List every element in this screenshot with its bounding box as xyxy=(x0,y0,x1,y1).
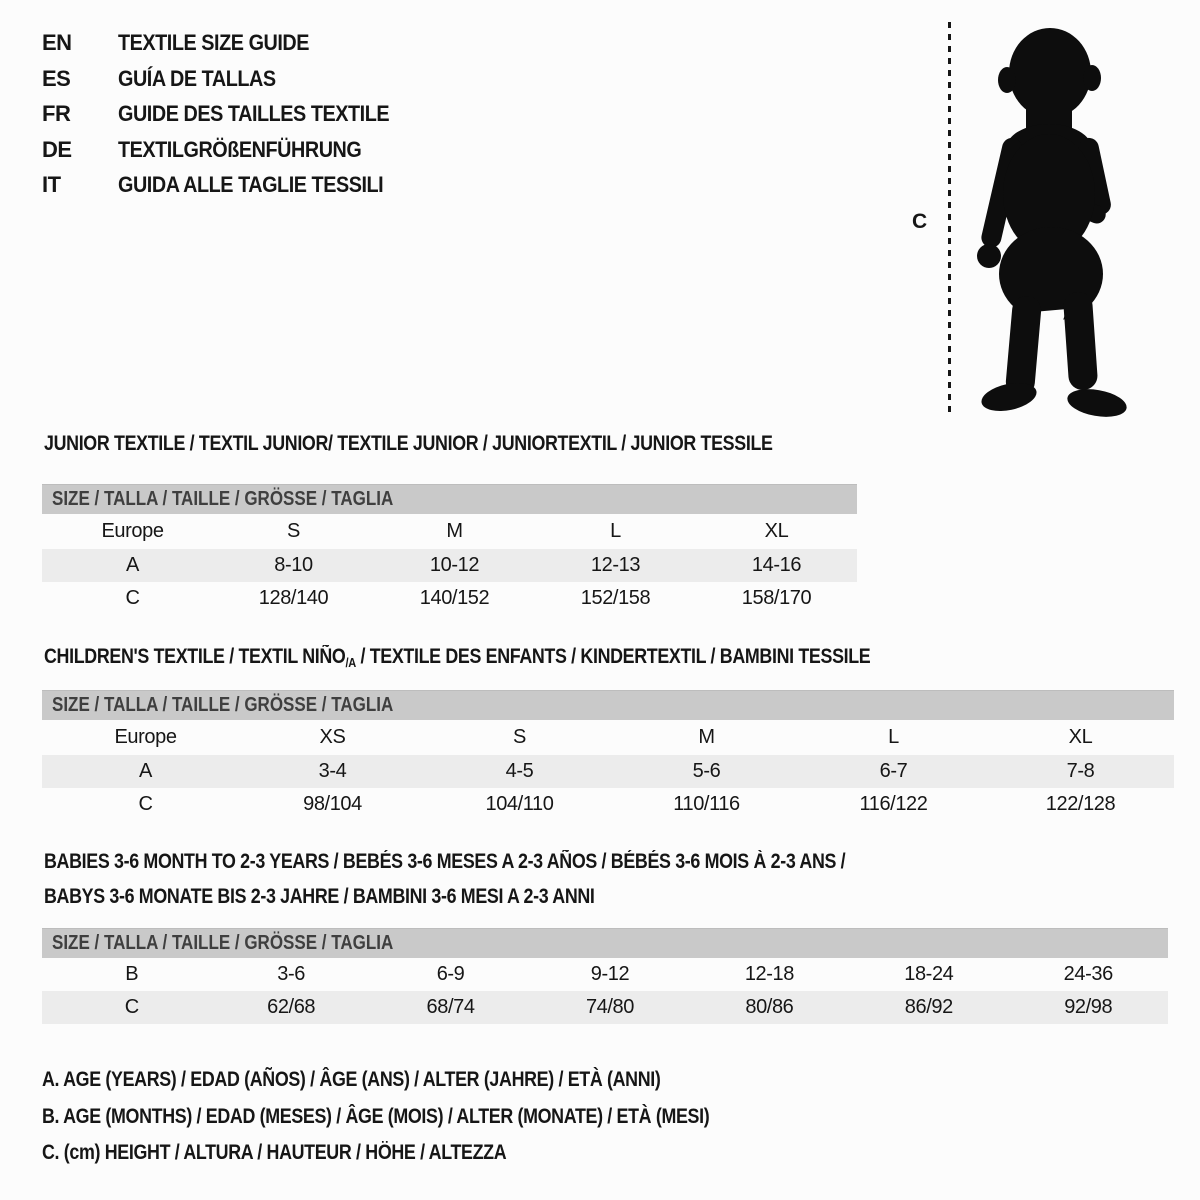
value-cell: 6-7 xyxy=(879,760,908,782)
babies-title-line1: BABIES 3-6 MONTH TO 2-3 YEARS / BEBÉS 3-6 MESES A 2-3 AÑOS / BÉBÉS 3-6 MOIS À 2-3 ANS / xyxy=(44,850,846,873)
table-row-b xyxy=(42,958,1168,991)
title-part: CHILDREN'S TEXTILE / TEXTIL NIÑO xyxy=(44,645,346,668)
table-header-bar xyxy=(42,690,1174,720)
language-title: GUÍA DE TALLAS xyxy=(118,65,276,91)
table-row-c xyxy=(42,788,1174,821)
table-header-text: SIZE / TALLA / TAILLE / GRÖSSE / TAGLIA xyxy=(52,694,394,716)
size-row xyxy=(42,514,857,549)
height-measure-dashed-line xyxy=(948,22,951,414)
junior-section-title xyxy=(44,432,901,456)
legend-line-c-text: C. (cm) HEIGHT / ALTURA / HAUTEUR / HÖHE / ALTEZZA xyxy=(42,1141,507,1164)
language-title: GUIDA ALLE TAGLIE TESSILI xyxy=(118,172,384,197)
row-label: C xyxy=(125,587,140,609)
language-row-fr xyxy=(42,101,419,137)
children-size-table xyxy=(42,690,1174,821)
value-cell: 9-12 xyxy=(590,963,630,985)
value-cell: 3-4 xyxy=(318,760,347,782)
language-list xyxy=(42,30,419,208)
value-cell: 62/68 xyxy=(267,996,316,1018)
value-cell: 4-5 xyxy=(505,760,534,782)
size-cell: L xyxy=(610,520,621,542)
value-cell: 140/152 xyxy=(419,587,490,609)
table-row-c xyxy=(42,582,857,615)
value-cell: 68/74 xyxy=(426,996,475,1018)
height-measure-label: C xyxy=(912,210,928,233)
legend-line-b xyxy=(42,1105,827,1142)
size-cell: XL xyxy=(764,520,789,542)
table-row-a xyxy=(42,755,1174,788)
row-label: C xyxy=(138,793,153,815)
size-cell: M xyxy=(446,520,463,542)
language-code: DE xyxy=(42,136,72,162)
title-part: / TEXTILE DES ENFANTS / KINDERTEXTIL / BAMBINI TESSILE xyxy=(355,645,871,668)
size-cell: M xyxy=(698,726,715,748)
value-cell: 98/104 xyxy=(303,793,362,815)
row-label: B xyxy=(125,963,139,985)
value-cell: 158/170 xyxy=(741,587,812,609)
value-cell: 10-12 xyxy=(429,554,480,576)
table-header-bar xyxy=(42,484,857,514)
size-cell: L xyxy=(888,726,899,748)
babies-size-table xyxy=(42,928,1168,1024)
size-cell: XS xyxy=(319,726,346,748)
language-title: TEXTILE SIZE GUIDE xyxy=(118,30,310,55)
value-cell: 18-24 xyxy=(904,963,954,985)
value-cell: 86/92 xyxy=(904,996,953,1018)
junior-size-table xyxy=(42,484,857,615)
size-cell: XL xyxy=(1068,726,1093,748)
legend-line-b-text: B. AGE (MONTHS) / EDAD (MESES) / ÂGE (MOIS) / ALTER (MONATE) / ETÀ (MESI) xyxy=(42,1104,710,1128)
children-section-title-text xyxy=(44,645,870,670)
region-label: Europe xyxy=(114,726,177,748)
row-label: A xyxy=(139,760,152,782)
table-row-a xyxy=(42,549,857,582)
row-label: C xyxy=(124,996,139,1018)
language-row-de xyxy=(42,137,419,173)
legend-line-a xyxy=(42,1068,827,1105)
region-label: Europe xyxy=(101,520,164,542)
babies-section-title xyxy=(44,850,987,920)
value-cell: 110/116 xyxy=(673,793,740,815)
language-row-es xyxy=(42,66,419,102)
size-cell: S xyxy=(513,726,526,748)
baby-toddler-silhouette-icon xyxy=(962,16,1147,420)
children-section-title xyxy=(44,645,1016,670)
junior-section-title-text: JUNIOR TEXTILE / TEXTIL JUNIOR/ TEXTILE JUNIOR / JUNIORTEXTIL / JUNIOR TESSILE xyxy=(44,432,773,455)
value-cell: 104/110 xyxy=(485,793,554,815)
row-label: A xyxy=(126,554,139,576)
legend-line-c xyxy=(42,1141,827,1178)
table-header-bar xyxy=(42,928,1168,958)
value-cell: 122/128 xyxy=(1045,793,1116,815)
size-row xyxy=(42,720,1174,755)
language-code: IT xyxy=(42,172,61,197)
language-title: TEXTILGRÖßENFÜHRUNG xyxy=(118,136,362,162)
language-title: GUIDE DES TAILLES TEXTILE xyxy=(118,101,390,126)
value-cell: 74/80 xyxy=(585,996,634,1018)
language-row-it xyxy=(42,172,419,208)
value-cell: 128/140 xyxy=(258,587,329,609)
value-cell: 12-18 xyxy=(744,963,794,985)
value-cell: 7-8 xyxy=(1066,760,1095,782)
legend-line-a-text: A. AGE (YEARS) / EDAD (AÑOS) / ÂGE (ANS) / ALTER (JAHRE) / ETÀ (ANNI) xyxy=(42,1068,661,1091)
value-cell: 3-6 xyxy=(277,963,305,985)
value-cell: 24-36 xyxy=(1063,963,1113,985)
value-cell: 80/86 xyxy=(745,996,794,1018)
babies-title-line2: BABYS 3-6 MONATE BIS 2-3 JAHRE / BAMBINI 3-6 MESI A 2-3 ANNI xyxy=(44,885,595,908)
table-header-text: SIZE / TALLA / TAILLE / GRÖSSE / TAGLIA xyxy=(52,932,394,954)
value-cell: 6-9 xyxy=(436,963,465,985)
value-cell: 5-6 xyxy=(692,760,721,782)
language-code: ES xyxy=(42,65,71,91)
value-cell: 116/122 xyxy=(859,793,928,815)
value-cell: 92/98 xyxy=(1064,996,1113,1018)
language-code: EN xyxy=(42,30,72,55)
value-cell: 14-16 xyxy=(751,554,802,576)
value-cell: 152/158 xyxy=(580,587,651,609)
value-cell: 8-10 xyxy=(274,554,313,576)
title-subscript: /A xyxy=(345,655,356,670)
table-header-text: SIZE / TALLA / TAILLE / GRÖSSE / TAGLIA xyxy=(52,488,394,510)
language-code: FR xyxy=(42,101,71,126)
measurement-legend xyxy=(42,1068,827,1178)
language-row-en xyxy=(42,30,419,66)
size-cell: S xyxy=(287,520,300,542)
table-row-c xyxy=(42,991,1168,1024)
value-cell: 12-13 xyxy=(590,554,641,576)
